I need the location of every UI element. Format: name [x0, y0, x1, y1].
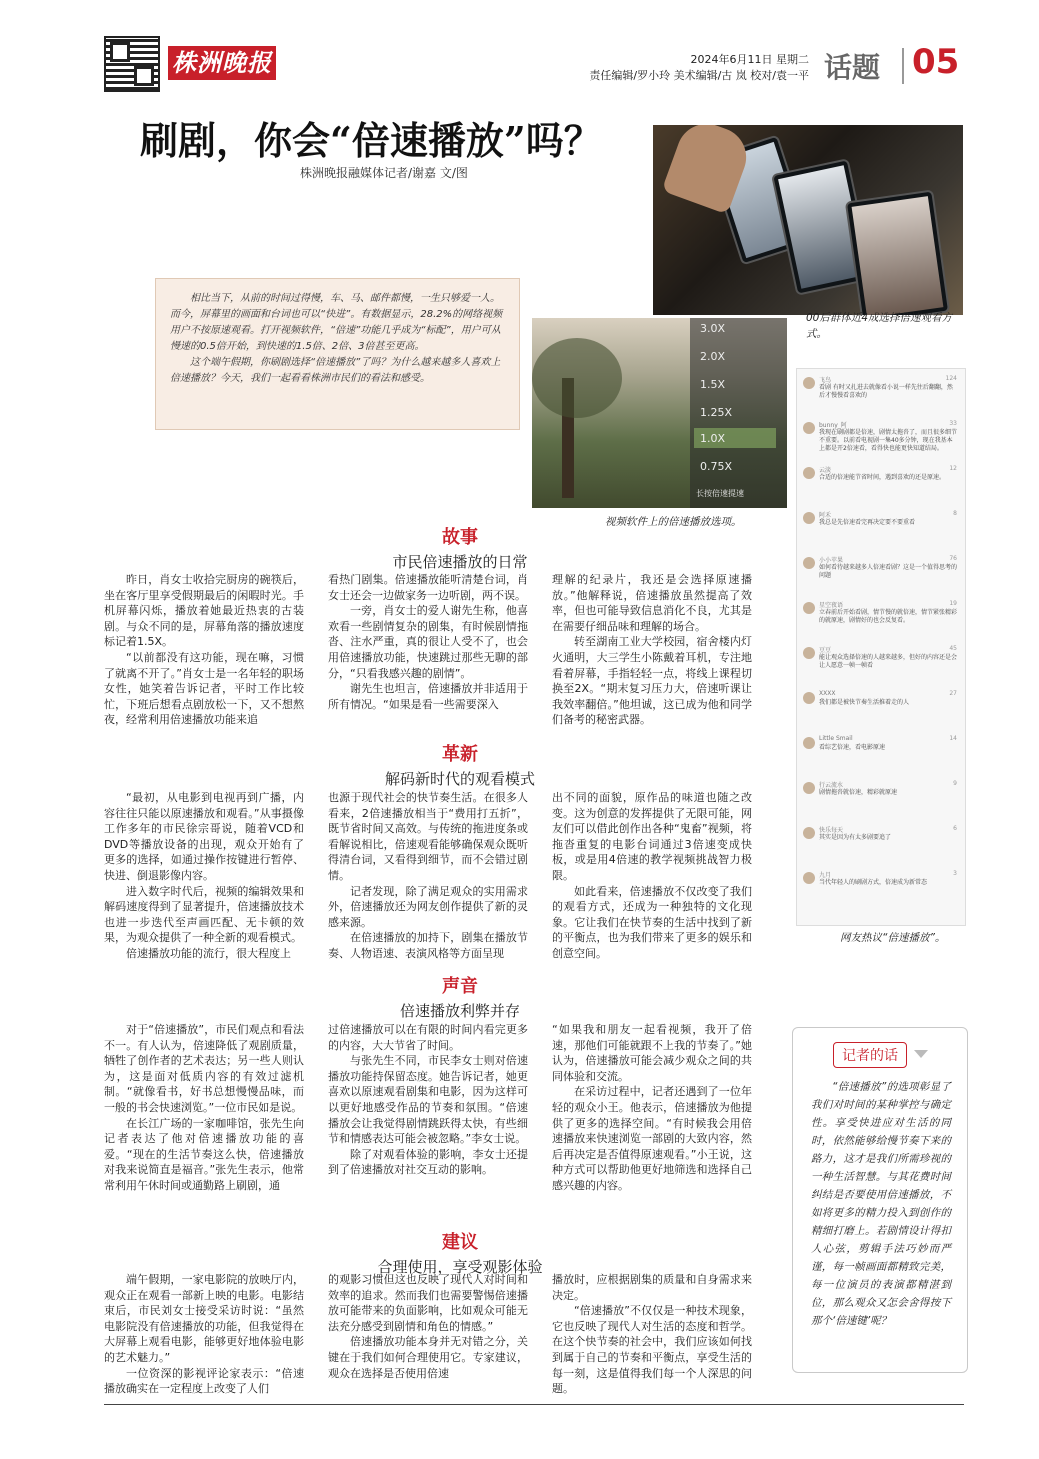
paragraph: 昨日，肖女士收拾完厨房的碗筷后，坐在客厅里享受假期最后的闲暇时光。手机屏幕闪烁，播放着她最近热衷的古装剧。与众不同的是，屏幕角落的播放速度标记着1.5X。 — [104, 573, 304, 649]
paragraph: 除了对观看体验的影响，李女士还提到了倍速播放对社交互动的影响。 — [328, 1147, 528, 1177]
reporter-note-tag: 记者的话 — [833, 1042, 907, 1068]
photo-caption: 00后群体近4成选择倍速观看方式。 — [806, 312, 953, 340]
article-byline: 株洲晚报融媒体记者/谢嘉 文/图 — [300, 166, 468, 180]
paragraph: 在倍速播放的加持下，剧集在播放节奏、人物语速、表演风格等方面呈现 — [328, 931, 528, 960]
comment-text: 当代年轻人的刷剧方式，倍速成为新常态 — [819, 879, 928, 886]
header-divider — [902, 48, 904, 84]
comment-text: 我们都是被快节奏生活推着走的人 — [819, 699, 910, 706]
section-heading — [190, 523, 730, 572]
comment-author: 行云流水 — [819, 782, 844, 789]
paragraph: 的观影习惯但这也反映了现代人对时间和效率的追求。然而我们也需要警惕倍速播放可能带来的负面影响，比如观众可能无法充分感受到剧情和角色的情感。” — [328, 1273, 528, 1333]
paragraph: 一旁，肖女士的爱人谢先生称，他喜欢看一些剧情复杂的剧集，有时候剧情拖沓、注水严重，真的很让人受不了，也会用倍速播放功能，快速跳过那些无聊的部分，“只看我感兴趣的剧情”。 — [328, 604, 528, 680]
avatar — [803, 557, 815, 569]
speed-option[interactable]: 1.0X — [700, 432, 726, 445]
article-column — [552, 1022, 752, 1194]
paragraph: 出不同的面貌，原作品的味道也随之改变。这为创意的发挥提供了无限可能，网友们可以借此创作出各种“鬼畜”视频，将拖沓重复的电影台词通过3倍速变成快板，或是用4倍速的教学视频挑战智力极限。 — [552, 791, 752, 882]
comment-likes: 19 — [949, 600, 957, 607]
paragraph: 对于“倍速播放”，市民们观点和看法不一。有人认为，倍速降低了观剧质量，牺牲了创作者的艺术表达；另一些人则认为，这是面对低质内容的有效过滤机制。“就像看书，好书总想慢慢品味，而一般的书会快速浏览。”一位市民如是说。 — [104, 1023, 304, 1114]
section-subtitle: 倍速播放利弊并存 — [399, 1002, 520, 1020]
paragraph: “如果我和朋友一起看视频，我开了倍速，那他们可能就跟不上我的节奏了。”她认为，倍速播放可能会减少观众之间的共同体验和交流。 — [552, 1023, 752, 1083]
paragraph: 过倍速播放可以在有限的时间内看完更多的内容，大大节省了时间。 — [328, 1023, 528, 1052]
intro-paragraph: 相比当下，从前的时间过得慢，车、马、邮件都慢，一生只够爱一人。而今，屏幕里的画面和台词也可以“快进”。有数据显示，28.2%的网络视频用户不按原速观看。打开视频软件，“倍速”功能几乎成为“标配”，用户可从慢速的0.5倍开始，到快速的1.5倍、2倍、3倍甚至更高。 — [170, 293, 503, 352]
speed-option[interactable]: 0.75X — [700, 460, 733, 473]
paragraph: 也源于现代社会的快节奏生活。在很多人看来，2倍速播放相当于“费用打五折”，既节省时间又高效。与传统的拖进度条或看解说相比，倍速观看能够确保观众既听得清台词，又看得到细节，而不会错过剧情。 — [328, 791, 528, 882]
comment-text: 能让观众选择倍速的人越来越多，但好的内容还是会让人愿意一帧一帧看 — [819, 654, 958, 669]
avatar — [803, 647, 815, 659]
comment-author: XXXX — [819, 690, 836, 697]
phone-image — [845, 189, 950, 315]
section-heading — [190, 972, 730, 1021]
paragraph: 在长江广场的一家咖啡馆，张先生向记者表达了他对倍速播放功能的喜爱。“现在的生活节奏这么快，倍速播放对我来说简直是福音。”张先生表示，他常常利用午休时间或通勤路上刷剧，通 — [104, 1116, 304, 1192]
article-title: 刷剧，你会“倍速播放”吗？ — [140, 118, 602, 163]
comment-text: 如何看待越来越多人倍速看剧？这是一个值得思考的问题 — [819, 564, 958, 579]
comment-text: 看综艺倍速，看电影原速 — [819, 744, 886, 751]
paragraph: 进入数字时代后，视频的编辑效果和解码速度得到了显著提升，倍速播放技术也进一步迭代至声画匹配、无卡顿的效果，为观众提供了一种全新的观看模式。 — [104, 884, 304, 945]
avatar — [803, 602, 815, 614]
comment-likes: 3 — [953, 870, 957, 877]
speed-options-photo — [532, 318, 787, 508]
paragraph: 如此看来，倍速播放不仅改变了我们的观看方式，还成为一种独特的文化现象。它让我们在快节奏的生活中找到了新的平衡点，也为我们带来了更多的娱乐和创意空间。 — [552, 884, 752, 960]
paragraph: 端午假期，一家电影院的放映厅内，观众正在观看一部新上映的电影。电影结束后，市民刘女士接受采访时说：“虽然电影院没有倍速播放的功能，但我觉得在大屏幕上观看电影，能够更好地体验电影的艺术魅力。” — [104, 1273, 304, 1364]
paragraph: 一位资深的影视评论家表示：“倍速播放确实在一定程度上改变了人们 — [104, 1366, 304, 1396]
comment-text: 看剧 有时又扎进去就像看小说一样先往后翻翻，然后才慢慢看喜欢的 — [819, 384, 953, 399]
intro-box — [155, 278, 520, 430]
article-column — [552, 1272, 752, 1397]
tree-canopy-image — [532, 338, 622, 418]
paragraph: 在采访过程中，记者还遇到了一位年轻的观众小王。他表示，倍速播放为他提供了更多的选择空间。“有时候我会用倍速播放来快速浏览一部剧的大致内容，然后再决定是否值得原速观看。”小王说，这种方式可以帮助他更好地筛选和选择自己感兴趣的内容。 — [552, 1085, 752, 1192]
article-column — [104, 1272, 304, 1397]
comment-text: 立春前后开始看剧，情节慢的就倍速，情节紧张精彩的就原速，剧情好的也会反复看。 — [819, 609, 958, 624]
article-column — [552, 572, 752, 728]
avatar — [803, 467, 815, 479]
section-name: 话题 — [824, 51, 881, 84]
article-column — [328, 1022, 528, 1178]
comment-likes: 8 — [953, 510, 957, 517]
photo-caption: 网友热议“倍速播放”。 — [840, 932, 946, 944]
reporter-note-text — [811, 1078, 951, 1330]
article-column — [328, 1272, 528, 1381]
speed-menu-footer: 长按倍速提速 — [696, 489, 744, 498]
paragraph: “以前都没有这功能，现在嘛，习惯了就离不开了。”肖女士是一名年轻的职场女性，她笑着告诉记者，平时工作比较忙，下班后想看点剧放松一下，又不想熬夜，经常利用倍速播放功能来追 — [104, 650, 304, 727]
comment-author: 阿禾 — [819, 512, 832, 519]
avatar — [803, 872, 815, 884]
editor-credits: 责任编辑/罗小玲 美术编辑/古 岚 校对/袁一平 — [589, 69, 809, 82]
article-column — [328, 790, 528, 962]
comment-likes: 14 — [949, 735, 957, 742]
issue-date: 2024年6月11日 星期二 — [690, 53, 809, 66]
speed-option[interactable]: 1.25X — [700, 406, 733, 419]
comment-author: 小小苹果 — [819, 557, 844, 564]
reporter-note-paragraph: “倍速播放”的选项彰显了我们对时间的某种掌控与确定性。享受快进应对生活的同时，依然能够给慢节奏下来的路力，这才是我们所需珍视的一种生活智慧。与其花费时间纠结是否要使用倍速播放，不如将更多的精力投入到创作的精细打磨上。若剧情设计得扣人心弦，剪辑手法巧妙而严谨，每一帧画面都精致完美，每一位演员的表演都精湛到位，那么观众又怎会舍得按下那个‘倍速键’呢？ — [811, 1081, 951, 1327]
avatar — [803, 377, 815, 389]
comment-text: 我现在刷剧都是倍速，剧情太拖沓了，而且很多细节不重要。以前看电视剧一集40多分钟，现在我基本上都是开2倍速看，看得快也能更快知道结局。 — [819, 429, 958, 452]
avatar — [803, 782, 815, 794]
paragraph: 谢先生也坦言，倍速播放并非适用于所有情况。“如果是看一些需要深入 — [328, 682, 528, 711]
article-column — [104, 1022, 304, 1194]
speed-option[interactable]: 1.5X — [700, 378, 726, 391]
comment-author: 九月 — [819, 872, 832, 879]
qr-code — [104, 36, 160, 92]
phones-photo — [653, 125, 963, 315]
article-column — [552, 790, 752, 962]
comment-text: 我总是先倍速看完再决定要不要重看 — [819, 519, 916, 526]
comment-likes: 27 — [949, 690, 957, 697]
section-title: 建议 — [442, 1232, 478, 1253]
paragraph: 播放时，应根据剧集的质量和自身需求来决定。 — [552, 1273, 752, 1302]
header-meta — [589, 52, 809, 84]
comment-likes: 76 — [949, 555, 957, 562]
paragraph: “倍速播放”不仅仅是一种技术现象，它也反映了现代人对生活的态度和哲学。在这个快节奏的社会中，我们应该如何找到属于自己的节奏和平衡点，享受生活的每一刻，这是值得我们每一个人深思的问题。 — [552, 1304, 752, 1396]
comment-text: 其实是因为有太多剧要追了 — [819, 834, 892, 841]
paragraph: 看热门剧集。倍速播放能听清楚台词，肖女士还会一边做家务一边听剧，两不误。 — [328, 573, 528, 602]
section-subtitle: 市民倍速播放的日常 — [392, 553, 528, 571]
paragraph: 记者发现，除了满足观众的实用需求外，倍速播放还为网友创作提供了新的灵感来源。 — [328, 884, 528, 929]
comment-text: 剧情拖沓就倍速，精彩就原速 — [819, 789, 898, 796]
paragraph: 倍速播放功能本身并无对错之分，关键在于我们如何合理使用它。专家建议，观众在选择是否使用倍速 — [328, 1335, 528, 1380]
avatar — [803, 422, 815, 434]
speed-option[interactable]: 2.0X — [700, 350, 726, 363]
speed-option[interactable]: 3.0X — [700, 322, 726, 335]
paragraph: 倍速播放功能的流行，很大程度上 — [126, 946, 291, 960]
avatar — [803, 512, 815, 524]
reporter-note-box — [792, 1027, 968, 1373]
comment-author: 飞鸟 — [819, 377, 832, 384]
comment-author: 云淡 — [819, 467, 832, 474]
comment-author: Little Smail — [819, 735, 853, 742]
avatar — [803, 737, 815, 749]
article-column — [104, 572, 304, 728]
comment-author: bunny_阿 — [819, 422, 847, 429]
comment-author: 星空夜语 — [819, 602, 844, 609]
page-number: 05 — [912, 42, 960, 82]
newspaper-logo: 株洲晚报 — [168, 46, 276, 80]
section-subtitle: 合理使用，享受观影体验 — [377, 1258, 543, 1276]
paragraph: “最初，从电影到电视再到广播，内容往往只能以原速播放和观看。”从事摄像工作多年的市民徐宗哥说，随着VCD和DVD等播放设备的出现，观众开始有了更多的选择，如通过操作按键进行暂停、快进、倒退影像内容。 — [104, 791, 304, 882]
paragraph: 理解的纪录片，我还是会选择原速播放。”他解释说，倍速播放虽然提高了效率，但也可能导致信息消化不良，尤其是在需要仔细品味和理解的场合。 — [552, 573, 752, 633]
avatar — [803, 827, 815, 839]
bottom-rule — [104, 1404, 964, 1405]
avatar — [803, 692, 815, 704]
section-title: 声音 — [442, 976, 478, 997]
comment-likes: 9 — [953, 780, 957, 787]
comment-likes: 45 — [949, 645, 957, 652]
photo-caption: 视频软件上的倍速播放选项。 — [605, 516, 742, 528]
comment-author: 快乐每天 — [819, 827, 844, 834]
section-heading — [190, 740, 730, 789]
article-column — [328, 572, 528, 712]
comment-author: 豆豆 — [819, 647, 832, 654]
section-title: 革新 — [442, 744, 478, 765]
comment-text: 合适的倍速能节省时间，遇到喜欢的还是原速。 — [819, 474, 946, 481]
paragraph: 转至湖南工业大学校园，宿舍楼内灯火通明，大三学生小陈戴着耳机，专注地看着屏幕，手指轻轻一点，将线上课程切换至2X。“期末复习压力大，倍速听课让我效率翻倍。”他坦诚，这已成为他和同学们备考的秘密武器。 — [552, 635, 752, 727]
section-heading — [190, 1228, 730, 1277]
paragraph: 与张先生不同，市民李女士则对倍速播放功能持保留态度。她告诉记者，她更喜欢以原速观看剧集和电影，因为这样可以更好地感受作品的节奏和氛围。“倍速播放会让我觉得剧情跳跃得太快，有些细节和情感表达可能会被忽略。”李女士说。 — [328, 1054, 528, 1146]
speed-menu — [690, 318, 787, 508]
section-title: 故事 — [442, 527, 478, 548]
comment-likes: 6 — [953, 825, 957, 832]
comments-screenshot — [796, 368, 966, 926]
comment-likes: 33 — [949, 420, 957, 427]
intro-paragraph: 这个端午假期，你刷剧选择“倍速播放”了吗？为什么越来越多人喜欢上倍速播放？今天，我们一起看看株洲市民们的看法和感受。 — [170, 357, 501, 384]
comment-likes: 124 — [945, 375, 957, 382]
section-subtitle: 解码新时代的观看模式 — [384, 770, 535, 788]
article-column — [104, 790, 304, 962]
comment-likes: 12 — [949, 465, 957, 472]
